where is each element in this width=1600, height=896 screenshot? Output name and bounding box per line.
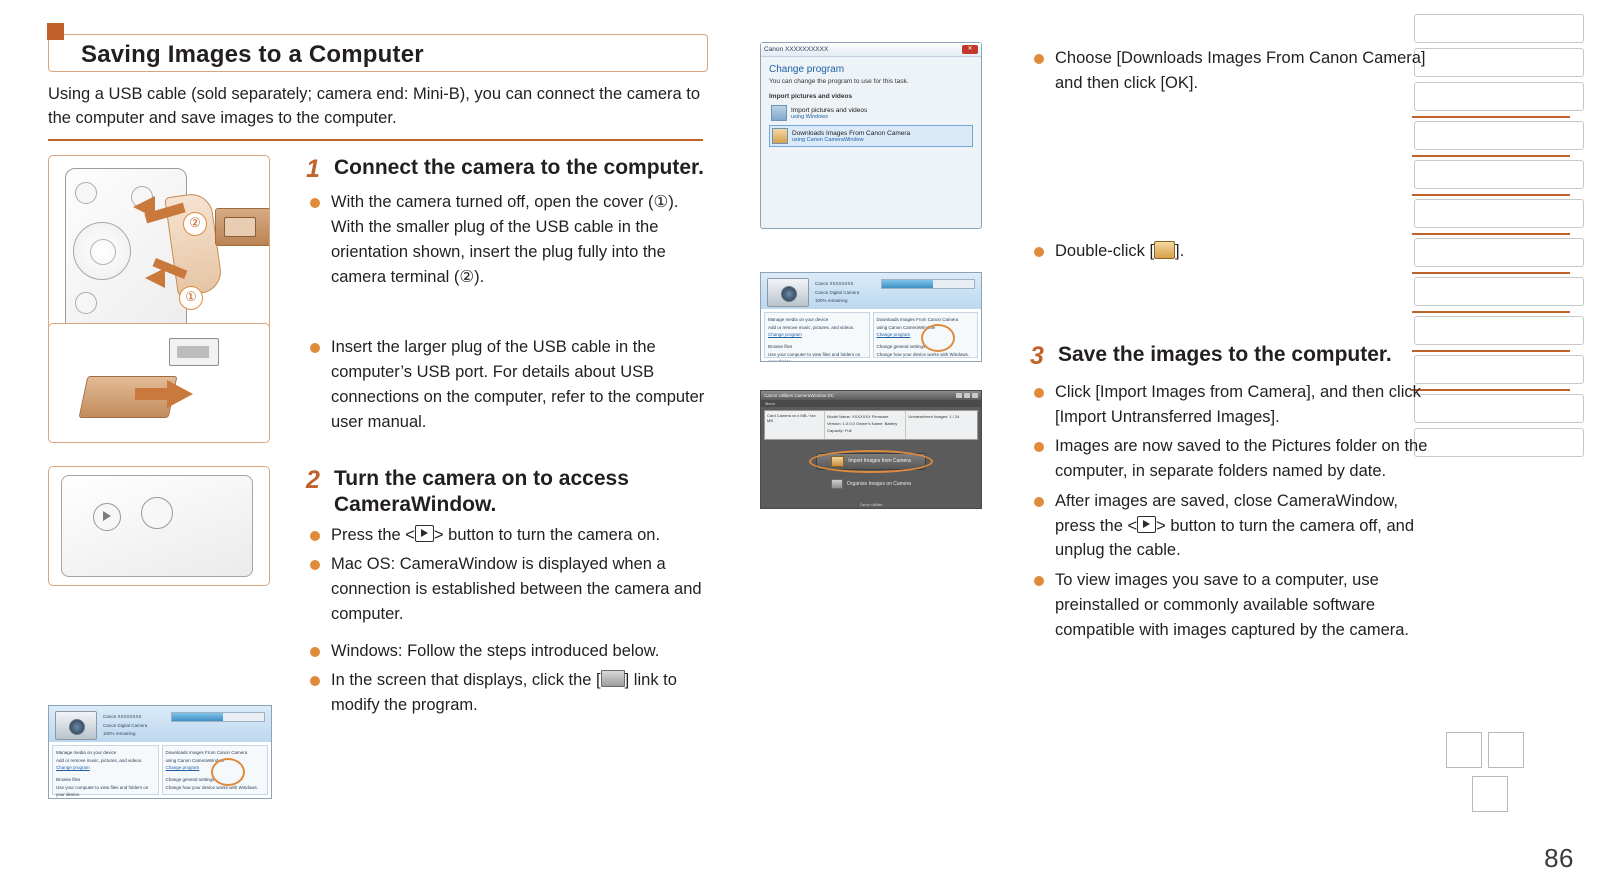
dialog-program-item-selected[interactable]: Downloads Images From Canon Camera using Canon CameraWindow — [769, 125, 973, 147]
window-controls[interactable] — [956, 393, 978, 398]
camera-dial — [73, 222, 131, 280]
figures-column — [760, 42, 985, 509]
step-3-number: 3 — [1030, 342, 1044, 371]
cw-info-mid: Model Name: XXXXXXX Firmware Version: 1.0.0.0 Owner's Name: Battery Capacity: Full — [825, 411, 906, 439]
edge-tab[interactable] — [1414, 82, 1584, 111]
step-2-bullet-link: In the screen that displays, click the [ ] link to modify the program. — [306, 668, 708, 718]
step-1-body — [306, 155, 708, 290]
edge-tab[interactable] — [1414, 355, 1584, 384]
step-3-bullet-close: After images are saved, close CameraWindow, press the < > button to turn the camera off, and unplug the cable. — [1030, 489, 1430, 563]
insert-arrow-head — [133, 196, 155, 218]
figure-playback-button — [48, 466, 270, 586]
import-images-from-camera-button[interactable]: Import Images from Camera — [816, 453, 926, 470]
cw-info-right: Untransferred Images: 1 / 24 — [908, 414, 960, 419]
cw-menu-bar[interactable]: Menu — [761, 400, 981, 407]
right-note-double-click: Double-click [ ]. — [1030, 239, 1430, 264]
step-1-bullet: With the camera turned off, open the cover (①). With the smaller plug of the USB cable in the orientation shown, insert the plug fully into the camera terminal (②). — [306, 190, 708, 289]
camera-thumbnail — [767, 278, 809, 307]
edge-tab[interactable] — [1414, 277, 1584, 306]
step-1b-body — [306, 323, 708, 434]
step-1b-row — [48, 323, 708, 434]
edge-tab[interactable] — [1414, 199, 1584, 228]
step-1-bullet: Insert the larger plug of the USB cable in the computer’s USB port. For details about USB connections on the computer, refer to the computer user manual. — [306, 335, 708, 434]
device-info: Canon XXXXXXXX Canon Digital Camera 100% remaining — [815, 281, 860, 304]
edge-tab[interactable] — [1414, 238, 1584, 267]
right-column — [1030, 46, 1430, 647]
step-2-bullet-playback: Press the < > button to turn the camera on. — [306, 523, 708, 548]
storage-bar — [881, 279, 975, 289]
dialog-heading: Change program — [769, 64, 845, 75]
edge-tab-rule — [1412, 233, 1570, 235]
step-2-row — [48, 466, 708, 718]
step-2-number: 2 — [306, 466, 320, 495]
page-title: Saving Images to a Computer — [81, 41, 424, 68]
connect-arrow-head — [167, 380, 193, 408]
section-title-bar — [48, 34, 708, 72]
highlight-circle — [211, 758, 245, 786]
callout-1: ① — [179, 286, 203, 310]
autoplay-card[interactable]: Downloads Images From Canon Camera using Canon CameraWindow Change program Change general settings Change how your device works with Windows. — [162, 745, 269, 795]
edge-tab-rule — [1412, 194, 1570, 196]
step-2-bullet: Windows: Follow the steps introduced below. — [306, 639, 708, 664]
dialog-section-label: Import pictures and videos — [769, 93, 853, 100]
edge-tab[interactable] — [1414, 428, 1584, 457]
autoplay-card[interactable]: Manage media on your device Add or remove music, pictures, and videos. Change program Browse files Use your computer to view files and folders on your device. — [764, 312, 870, 358]
change-program-link-icon — [601, 670, 625, 687]
cw-info-left: Card Camera xx.x MB / xxx MB — [765, 411, 825, 439]
step-3-bullet: Images are now saved to the Pictures folder on the computer, in separate folders named by date. — [1030, 434, 1430, 484]
camera-button — [75, 182, 97, 204]
computer-usb-port — [169, 338, 219, 366]
canon-camera-icon — [772, 128, 788, 144]
figure-change-program-dialog — [760, 42, 982, 229]
intro-paragraph: Using a USB cable (sold separately; camera end: Mini-B), you can connect the camera to the computer and save images to the computer. — [48, 82, 703, 141]
edge-tab[interactable] — [1414, 316, 1584, 345]
edge-tab-rule — [1412, 389, 1570, 391]
edge-tab[interactable] — [1414, 14, 1584, 43]
dialog-title-bar: Canon XXXXXXXXXX ✕ — [761, 43, 981, 57]
edge-tab-rule — [1412, 350, 1570, 352]
step-1-row — [48, 154, 708, 304]
left-column — [48, 34, 708, 723]
windows-import-icon — [771, 105, 787, 121]
figure-camerawindow-main — [760, 390, 982, 509]
edge-tab-strip — [1414, 14, 1584, 462]
cw-title-bar: Canon Utilities CameraWindow DC — [761, 391, 981, 400]
connect-arrow-tail — [135, 388, 171, 400]
edge-tab-rule — [1412, 272, 1570, 274]
canon-camerawindow-icon — [1154, 241, 1175, 259]
figure-autoplay-screen-left — [48, 705, 272, 799]
device-info: Canon XXXXXXXX Canon Digital Camera 100% remaining — [103, 714, 148, 737]
edge-tab[interactable] — [1414, 48, 1584, 77]
organize-images-on-camera-button[interactable]: Organize Images on Camera — [831, 479, 911, 489]
step-3-body — [1030, 342, 1430, 642]
highlight-oval — [809, 450, 933, 473]
autoplay-card[interactable]: Downloads Images From Canon Camera using Canon CameraWindow Change program Change general settings Change how your device works with Windows. — [873, 312, 979, 358]
page-number: 86 — [1544, 843, 1574, 873]
edge-tab[interactable] — [1414, 160, 1584, 189]
callout-2: ② — [183, 212, 207, 236]
close-icon[interactable]: ✕ — [962, 45, 978, 54]
step-3-title: Save the images to the computer. — [1058, 343, 1392, 367]
step-3-bullet: Click [Import Images from Camera], and then click [Import Untransferred Images]. — [1030, 380, 1430, 430]
organize-icon — [831, 479, 843, 489]
usb-mini-b-plug — [215, 208, 270, 246]
step-1-number: 1 — [306, 154, 320, 183]
edge-tab-rule — [1412, 116, 1570, 118]
figure-usb-to-computer — [48, 323, 270, 443]
edge-tab[interactable] — [1414, 394, 1584, 423]
playback-icon — [415, 525, 434, 542]
right-note-choose-downloads: Choose [Downloads Images From Canon Camera] and then click [OK]. — [1030, 46, 1430, 96]
playback-icon — [1137, 516, 1156, 533]
dialog-subtext: You can change the program to use for this task. — [769, 78, 909, 85]
storage-bar — [171, 712, 265, 722]
step-1-title: Connect the camera to the computer. — [334, 155, 704, 179]
camera-thumbnail — [55, 711, 97, 740]
cw-info-panel — [764, 410, 978, 440]
cw-footer: Canon Utilities — [859, 503, 883, 507]
edge-tab-rule — [1412, 311, 1570, 313]
camera-button — [75, 292, 97, 314]
dialog-program-item[interactable]: Import pictures and videos using Windows — [769, 103, 973, 123]
autoplay-card[interactable]: Manage media on your device Add or remove music, pictures, and videos. Change program Browse files Use your computer to view files and folders on your device. — [52, 745, 159, 795]
registration-marks — [1446, 732, 1546, 810]
edge-tab[interactable] — [1414, 121, 1584, 150]
edge-tab-rule — [1412, 155, 1570, 157]
step-2-bullet: Mac OS: CameraWindow is displayed when a connection is established between the camera and computer. — [306, 552, 708, 626]
open-cover-arrow-head — [145, 268, 165, 288]
step-3-bullet: To view images you save to a computer, use preinstalled or commonly available software compatible with images captured by the camera. — [1030, 568, 1430, 642]
title-marker-square — [47, 23, 64, 40]
step-2-title: Turn the camera on to access CameraWindow. — [334, 467, 629, 516]
figure-autoplay-screen — [760, 272, 982, 362]
step-2-body — [306, 466, 708, 718]
